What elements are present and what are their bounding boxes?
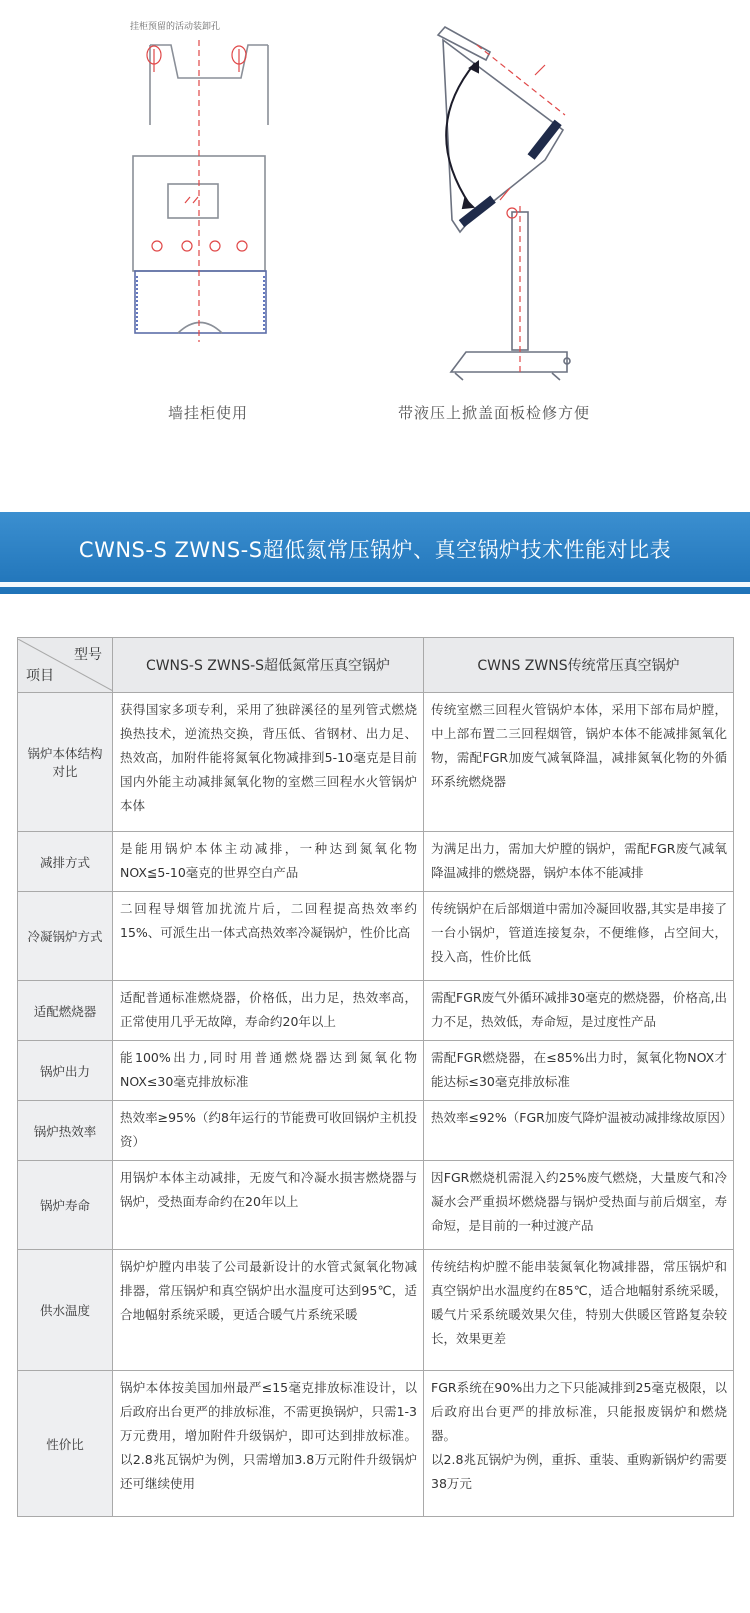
cell-new: 锅炉炉膛内串装了公司最新设计的水管式氮氧化物减排器，常压锅炉和真空锅炉出水温度可达到95℃，适合地幅射系统采暖，更适合暖气片系统采暖: [113, 1250, 424, 1371]
table-row: [18, 1041, 734, 1101]
table-row: [18, 981, 734, 1041]
header-corner-cell: [18, 638, 113, 693]
banner-stripe: [0, 582, 750, 587]
hydraulic-lid-caption: 带液压上掀盖面板检修方便: [398, 404, 591, 422]
table-row: [18, 832, 734, 892]
cell-new: 获得国家多项专利，采用了独辟溪径的星列管式燃烧换热技术，逆流热交换，背压低、省钢材、出力足、热效高，加附件能将氮氧化物减排到5-10毫克是目前国内外能主动减排氮氧化物的室燃三回程水火管锅炉本体: [113, 693, 424, 832]
row-label: 供水温度: [18, 1250, 113, 1371]
banner-title: CWNS-S ZWNS-S超低氮常压锅炉、真空锅炉技术性能对比表: [78, 538, 672, 562]
row-label: 锅炉出力: [18, 1041, 113, 1101]
row-label: 适配燃烧器: [18, 981, 113, 1041]
table-row: [18, 1161, 734, 1250]
table-row: [18, 693, 734, 832]
comparison-table: [17, 637, 734, 1517]
wall-cabinet-caption: 墙挂柜使用: [168, 404, 249, 422]
cell-traditional: 传统结构炉膛不能串装氮氧化物减排器，常压锅炉和真空锅炉出水温度约在85℃，适合地幅射系统采暖，暖气片采系统暖效果欠佳，特别大供暖区管路复杂较长，效果更差: [424, 1250, 734, 1371]
mounting-hole-note: 挂柜预留的活动装卸孔: [130, 22, 221, 32]
table-header-row: [18, 638, 734, 693]
cell-traditional: 传统锅炉在后部烟道中需加冷凝回收器,其实是串接了一台小锅炉，管道连接复杂，不便维修，占空间大，投入高，性价比低: [424, 892, 734, 981]
cell-new: 锅炉本体按美国加州最严≤15毫克排放标准设计，以后政府出台更严的排放标准，不需更换锅炉，只需1-3万元费用，增加附件升级锅炉，即可达到排放标准。以2.8兆瓦锅炉为例，只需增加3.8万元附件升级锅炉还可继续使用: [113, 1371, 424, 1517]
boiler-line-drawings: [0, 0, 750, 510]
product-drawings: [0, 0, 750, 510]
row-label: 锅炉本体结构对比: [18, 693, 113, 832]
cell-new: 适配普通标准燃烧器，价格低，出力足，热效率高，正常使用几乎无故障，寿命约20年以上: [113, 981, 424, 1041]
cell-new: 是能用锅炉本体主动减排，一种达到氮氧化物NOX≦5-10毫克的世界空白产品: [113, 832, 424, 892]
cell-traditional: 需配FGR燃烧器，在≤85%出力时，氮氧化物NOX才能达标≤30毫克排放标准: [424, 1041, 734, 1101]
row-label: 性价比: [18, 1371, 113, 1517]
corner-model-label: 型号: [74, 647, 102, 663]
section-banner: [0, 512, 750, 594]
cell-new: 热效率≥95%（约8年运行的节能费可收回锅炉主机投资）: [113, 1101, 424, 1161]
cell-traditional-part1: FGR系统在90%出力之下只能减排到25毫克极限，以后政府出台更严的排放标准，只能报废锅炉和燃烧器。: [431, 1380, 727, 1443]
cell-new: 用锅炉本体主动减排，无废气和冷凝水损害燃烧器与锅炉，受热面寿命约在20年以上: [113, 1161, 424, 1250]
cell-new: 二回程导烟管加扰流片后，二回程提高热效率约15%、可派生出一体式高热效率冷凝锅炉，性价比高: [113, 892, 424, 981]
cell-traditional: 热效率≤92%（FGR加废气降炉温被动减排缘故原因）: [424, 1101, 734, 1161]
row-label: 锅炉热效率: [18, 1101, 113, 1161]
table-row: [18, 892, 734, 981]
row-label: 减排方式: [18, 832, 113, 892]
cell-traditional-part2: 以2.8兆瓦锅炉为例，重拆、重装、重购新锅炉约需要38万元: [431, 1452, 727, 1491]
cell-traditional: 为满足出力，需加大炉膛的锅炉，需配FGR废气减氧降温减排的燃烧器，锅炉本体不能减排: [424, 832, 734, 892]
cell-traditional: 需配FGR废气外循环减排30毫克的燃烧器，价格高,出力不足，热效低，寿命短，是过度性产品: [424, 981, 734, 1041]
row-label: 冷凝锅炉方式: [18, 892, 113, 981]
corner-item-label: 项目: [26, 668, 54, 684]
cell-traditional: 因FGR燃烧机需混入约25%废气燃烧，大量废气和冷凝水会严重损坏燃烧器与锅炉受热面与前后烟室，寿命短，是目前的一种过渡产品: [424, 1161, 734, 1250]
cell-traditional: [424, 1371, 734, 1517]
cell-traditional: 传统室燃三回程火管锅炉本体，采用下部布局炉膛，中上部布置二三回程烟管，锅炉本体不能减排氮氧化物，需配FGR加废气减氧降温，减排氮氧化物的外循环系统燃烧器: [424, 693, 734, 832]
table-row: [18, 1250, 734, 1371]
table-row: [18, 1101, 734, 1161]
header-col-new: CWNS-S ZWNS-S超低氮常压真空锅炉: [113, 638, 424, 693]
row-label: 锅炉寿命: [18, 1161, 113, 1250]
header-col-traditional: CWNS ZWNS传统常压真空锅炉: [424, 638, 734, 693]
cell-new: 能100%出力,同时用普通燃烧器达到氮氧化物NOX≤30毫克排放标准: [113, 1041, 424, 1101]
table-row: [18, 1371, 734, 1517]
